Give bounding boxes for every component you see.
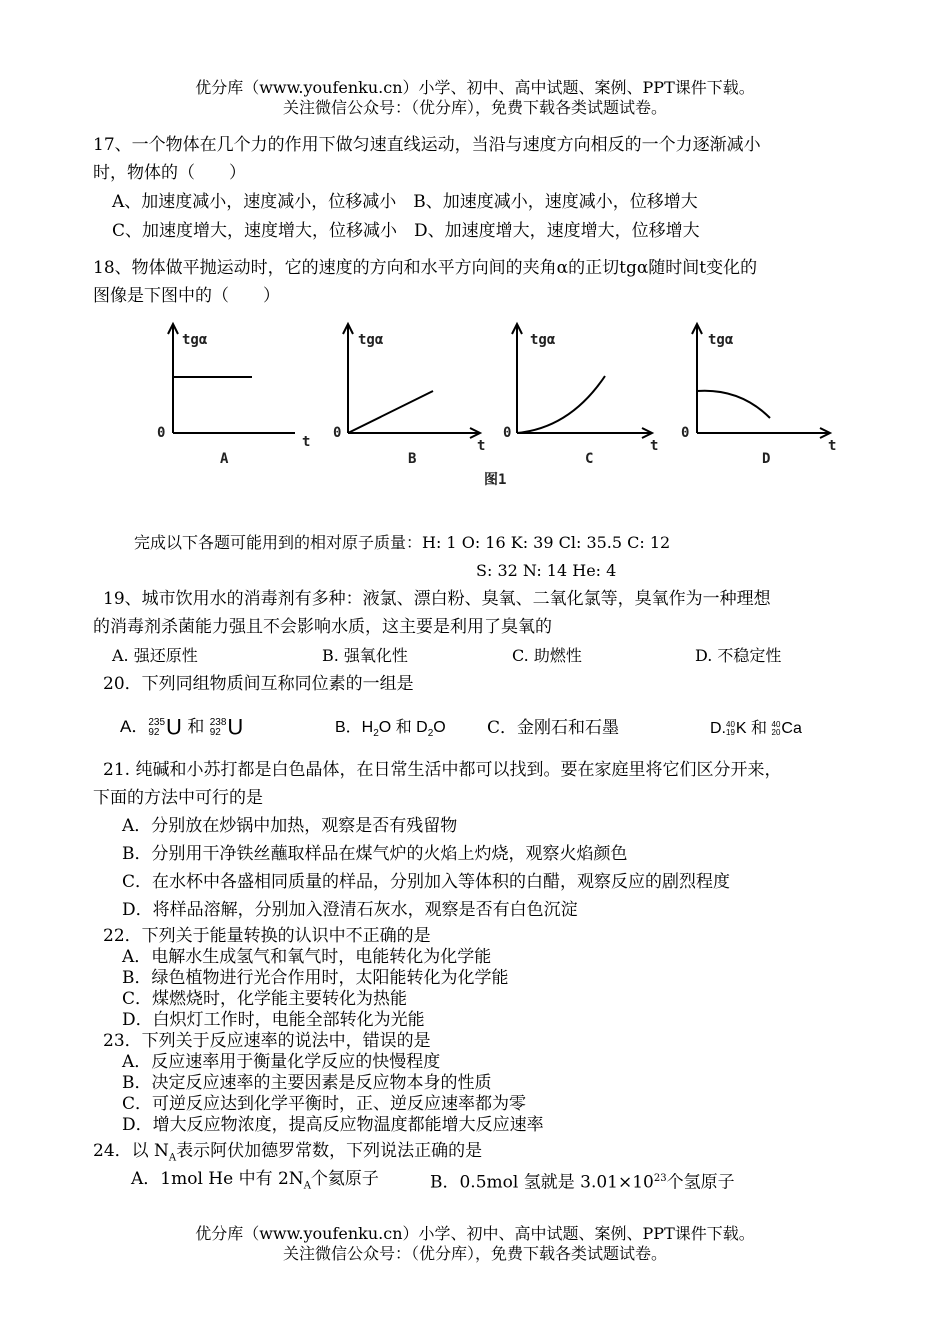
q21-option-a: A．分别放在炒锅中加热，观察是否有残留物 <box>122 816 458 836</box>
u235-mass: 235 <box>148 716 166 728</box>
u235-number: 92 <box>148 726 160 738</box>
isotope-u235 <box>148 718 165 738</box>
q19-stem-2: 的消毒剂杀菌能力强且不会影响水质，这主要是利用了臭氧的 <box>93 617 552 637</box>
graph-d-origin: 0 <box>681 425 690 441</box>
q20-d-and: 和 <box>751 718 768 737</box>
q17-options-ab: A、加速度减小，速度减小，位移减小 B、加速度减小，速度减小，位移增大 <box>112 192 698 212</box>
graph-c-label: C <box>585 451 594 467</box>
q20-b-o1: O <box>378 719 392 736</box>
atomic-mass-line-1: 完成以下各题可能用到的相对原子质量：H: 1 O: 16 K: 39 Cl: 35.5 C: 12 <box>134 533 671 552</box>
q24-option-a <box>131 1168 379 1197</box>
graph-a-label: A <box>220 451 229 467</box>
q23-option-a: A．反应速率用于衡量化学反应的快慢程度 <box>122 1052 441 1072</box>
q20-a-and: 和 <box>187 717 205 737</box>
ca40-mass: 40 <box>771 719 781 729</box>
graph-d-curve <box>697 391 770 418</box>
q17-stem-2: 时，物体的（ ） <box>93 163 246 183</box>
q21-stem-1: 21. 纯碱和小苏打都是白色晶体，在日常生活中都可以找到。要在家庭里将它们区分开来， <box>103 760 782 780</box>
q18-stem-2: 图像是下图中的（ ） <box>93 286 280 306</box>
q24-a-pre: A．1mol He 中有 2N <box>131 1169 304 1189</box>
graph-b-xlabel: t <box>477 438 486 454</box>
q23-option-c: C．可逆反应达到化学平衡时，正、逆反应速率都为零 <box>122 1094 527 1114</box>
atomic-mass-line-2: S: 32 N: 14 He: 4 <box>476 561 617 580</box>
q20-b-sub1: 2 <box>373 728 379 740</box>
q23-stem: 23．下列关于反应速率的说法中，错误的是 <box>103 1031 431 1051</box>
graph-c-curve <box>517 376 605 433</box>
ca40-symbol: Ca <box>781 720 802 737</box>
q24-b-sup: 23 <box>653 1173 667 1184</box>
graphs-svg <box>140 316 860 486</box>
footer-line-2: 关注微信公众号：（优分库），免费下载各类试题试卷。 <box>282 1244 667 1263</box>
q24-stem-pre: 24．以 N <box>93 1141 169 1161</box>
graph-b-curve <box>348 391 433 433</box>
graph-c-origin: 0 <box>503 425 512 441</box>
graph-d-label: D <box>762 451 771 467</box>
graph-b-label: B <box>408 451 417 467</box>
header-line-2: 关注微信公众号：（优分库），免费下载各类试题试卷。 <box>282 98 667 117</box>
ca40-number: 20 <box>771 727 781 737</box>
graph-b-origin: 0 <box>333 425 342 441</box>
q22-option-b: B．绿色植物进行光合作用时，太阳能转化为化学能 <box>122 968 509 988</box>
q20-option-a <box>120 712 243 743</box>
q24-a-post: 个氦原子 <box>310 1169 379 1189</box>
q18-graphs-figure <box>140 316 860 486</box>
q22-stem: 22．下列关于能量转换的认识中不正确的是 <box>103 926 431 946</box>
q22-option-d: D．白炽灯工作时，电能全部转化为光能 <box>122 1010 425 1030</box>
q18-stem-1: 18、物体做平抛运动时，它的速度的方向和水平方向间的夹角α的正切tgα随时间t变化的 <box>93 258 758 278</box>
graph-d-xlabel: t <box>828 438 837 454</box>
graph-b-ylabel: tgα <box>358 332 384 348</box>
q21-option-d: D．将样品溶解，分别加入澄清石灰水，观察是否有白色沉淀 <box>122 900 578 920</box>
q19-option-c: C. 助燃性 <box>512 646 582 665</box>
q24-a-sub: A <box>303 1180 311 1192</box>
q20-a-prefix: A． <box>120 717 149 736</box>
q20-option-d <box>710 717 802 740</box>
q20-b-sub2: 2 <box>427 728 434 740</box>
q20-option-c: C．金刚石和石墨 <box>487 718 620 738</box>
footer-line-1: 优分库（www.youfenku.cn）小学、初中、高中试题、案例、PPT课件下载。 <box>195 1224 755 1243</box>
graph-c-xlabel: t <box>650 438 659 454</box>
isotope-ca40 <box>772 721 781 737</box>
q21-stem-2: 下面的方法中可行的是 <box>93 788 263 808</box>
u238-number: 92 <box>209 726 221 738</box>
graph-d-ylabel: tgα <box>708 332 734 348</box>
u238-mass: 238 <box>209 716 227 728</box>
graph-a-xlabel: t <box>302 434 311 450</box>
q17-options-cd: C、加速度增大，速度增大，位移减小 D、加速度增大，速度增大，位移增大 <box>112 221 700 241</box>
q23-option-d: D．增大反应物浓度，提高反应物温度都能增大反应速率 <box>122 1115 544 1135</box>
q19-option-b: B. 强氧化性 <box>322 646 408 665</box>
u238-symbol: U <box>227 714 244 740</box>
q20-d-prefix: D. <box>710 720 726 737</box>
q23-option-b: B．决定反应速率的主要因素是反应物本身的性质 <box>122 1073 492 1093</box>
isotope-k40 <box>726 721 735 737</box>
graph-c-ylabel: tgα <box>530 332 556 348</box>
q21-option-c: C．在水杯中各盛相同质量的样品，分别加入等体积的白醋，观察反应的剧烈程度 <box>122 872 731 892</box>
q20-b-and-d: 和 D <box>395 719 428 736</box>
q20-b-o2: O <box>433 719 446 736</box>
q19-option-a: A. 强还原性 <box>112 646 198 665</box>
figure-caption: 图1 <box>484 472 507 486</box>
q24-stem <box>93 1140 482 1169</box>
q24-b-pre: B．0.5mol 氢就是 3.01×10 <box>430 1172 654 1193</box>
q19-stem-1: 19、城市饮用水的消毒剂有多种：液氯、漂白粉、臭氧、二氧化氯等，臭氧作为一种理想 <box>103 589 771 609</box>
q24-option-b <box>430 1168 735 1194</box>
k40-mass: 40 <box>726 719 735 729</box>
q24-stem-post: 表示阿伏加德罗常数，下列说法正确的是 <box>176 1141 483 1161</box>
u235-symbol: U <box>166 714 182 740</box>
k40-symbol: K <box>735 720 747 737</box>
q20-b-prefix: B．H <box>335 719 374 736</box>
q19-option-d: D. 不稳定性 <box>695 646 782 665</box>
graph-a-ylabel: tgα <box>182 332 208 348</box>
q20-stem: 20．下列同组物质间互称同位素的一组是 <box>103 674 414 694</box>
header-line-1: 优分库（www.youfenku.cn）小学、初中、高中试题、案例、PPT课件下载。 <box>195 78 755 97</box>
q21-option-b: B．分别用干净铁丝蘸取样品在煤气炉的火焰上灼烧，观察火焰颜色 <box>122 844 628 864</box>
isotope-u238 <box>210 718 227 738</box>
graph-a-origin: 0 <box>157 425 166 441</box>
q22-option-c: C．煤燃烧时，化学能主要转化为热能 <box>122 989 408 1009</box>
q22-option-a: A．电解水生成氢气和氧气时，电能转化为化学能 <box>122 947 492 967</box>
q24-b-post: 个氢原子 <box>666 1172 735 1193</box>
k40-number: 19 <box>726 727 735 737</box>
q17-stem-1: 17、一个物体在几个力的作用下做匀速直线运动，当沿与速度方向相反的一个力逐渐减小 <box>93 135 761 155</box>
q20-option-b <box>335 717 446 745</box>
q24-stem-sub: A <box>168 1152 177 1164</box>
